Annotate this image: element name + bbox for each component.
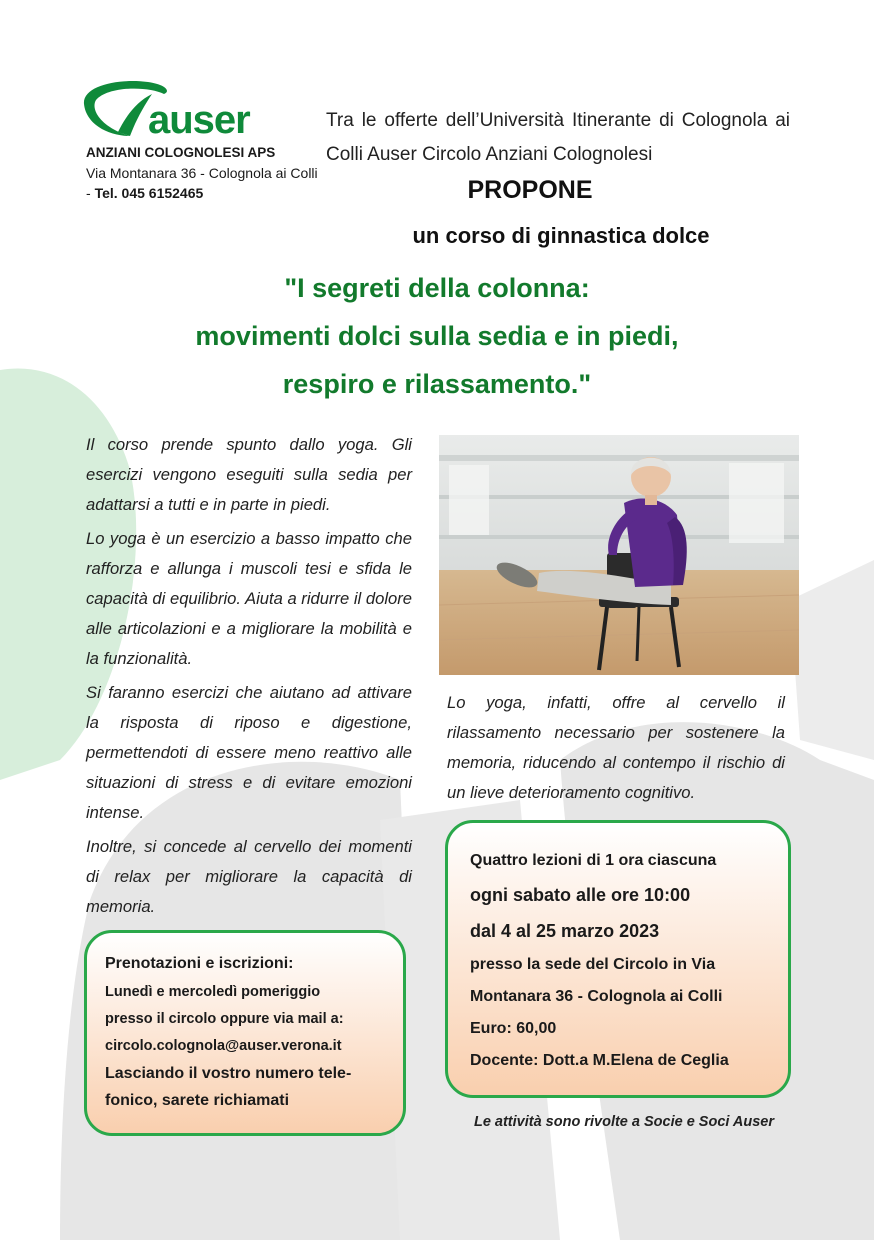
course-title-line-1: "I segreti della colonna: xyxy=(284,273,590,303)
organization-address-line xyxy=(86,163,326,203)
course-title-line-3: respiro e rilassamento." xyxy=(282,369,592,399)
booking-line-2: presso il circolo oppure via mail a: xyxy=(105,1011,344,1027)
booking-line-1: Lunedì e mercoledì pomeriggio xyxy=(105,984,321,1000)
organization-address: Via Montanara 36 - Colognola ai Colli - xyxy=(86,165,318,201)
organization-phone: Tel. 045 6152465 xyxy=(94,185,204,201)
footnote: Le attività sono rivolte a Socie e Soci Auser xyxy=(473,1114,775,1130)
course-heading: un corso di ginnastica dolce xyxy=(412,223,710,248)
details-lessons: Quattro lezioni di 1 ora ciascuna xyxy=(470,852,717,869)
organization-name: ANZIANI COLOGNOLESI APS xyxy=(86,145,276,160)
intro-text: Tra le offerte dell’Università Itinerante di Colognola ai Colli Auser Circolo Anziani Colognolesi xyxy=(326,110,790,165)
description-paragraph-2: Lo yoga è un esercizio a basso impatto che rafforza e allunga i muscoli tesi e sfida le capacità di equilibrio. Aiuta a ridurre il dolore alle articolazioni e a migliorare la mobilità e la funzionalità. xyxy=(86,529,412,668)
chair-yoga-photo xyxy=(439,435,799,675)
logo-wordmark: auser xyxy=(148,98,250,142)
booking-box xyxy=(84,930,406,1136)
description-left xyxy=(86,430,412,926)
details-price: Euro: 60,00 xyxy=(470,1020,557,1037)
description-paragraph-1: Il corso prende spunto dallo yoga. Gli esercizi vengono eseguiti sulla sedia per adattarsi a tutti e in parte in piedi. xyxy=(86,435,412,514)
booking-title: Prenotazioni e iscrizioni: xyxy=(105,955,294,972)
course-title-line-2: movimenti dolci sulla sedia e in piedi, xyxy=(195,321,679,351)
details-dates: dal 4 al 25 marzo 2023 xyxy=(470,921,660,941)
details-teacher: Docente: Dott.a M.Elena de Ceglia xyxy=(470,1052,729,1069)
course-title xyxy=(120,264,754,408)
propone-heading: PROPONE xyxy=(467,176,593,204)
description-paragraph-3: Si faranno esercizi che aiutano ad attivare la risposta di riposo e digestione, permettendoti di essere meno reattivo alle situazioni di stress e di evitare emozioni intense. xyxy=(86,683,412,822)
booking-email[interactable]: circolo.colognola@auser.verona.it xyxy=(105,1038,342,1054)
course-details-box xyxy=(445,820,791,1098)
details-schedule: ogni sabato alle ore 10:00 xyxy=(470,885,691,905)
description-paragraph-4: Inoltre, si concede al cervello dei momenti di relax per migliorare la capacità di memoria. xyxy=(86,837,412,916)
organization-info xyxy=(86,143,326,203)
details-place-2: Montanara 36 - Colognola ai Colli xyxy=(470,988,723,1005)
booking-line-3: Lasciando il vostro numero tele- xyxy=(105,1065,352,1082)
description-right: Lo yoga, infatti, offre al cervello il rilassamento necessario per sostenere la memoria, riducendo al contempo il rischio di un lieve deterioramento cognitivo. xyxy=(447,693,785,802)
auser-logo xyxy=(78,76,258,142)
details-place-1: presso la sede del Circolo in Via xyxy=(470,956,716,973)
booking-line-4: fonico, sarete richiamati xyxy=(105,1092,290,1109)
